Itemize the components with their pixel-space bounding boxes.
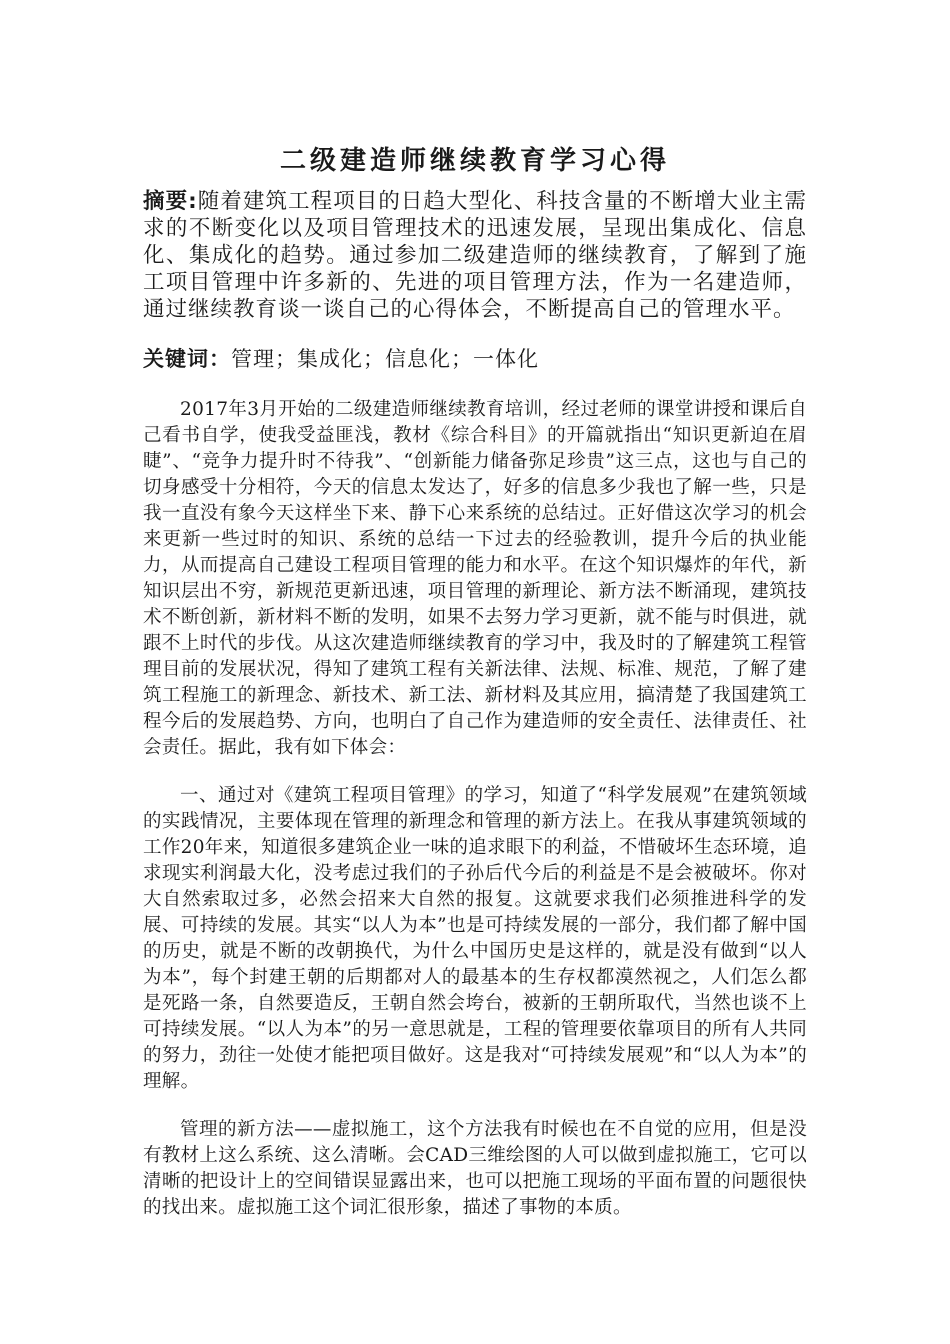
abstract-section	[143, 188, 807, 323]
keywords-section	[143, 346, 807, 373]
document-title: 二级建造师继续教育学习心得	[279, 146, 670, 176]
body-paragraph: 2017年3月开始的二级建造师继续教育培训，经过老师的课堂讲授和课后自己看书自学，使我受益匪浅，教材《综合科目》的开篇就指出“知识更新迫在眉睫”、“竞争力提升时不待我”、“创新能力储备弥足珍贵”这三点，这也与自己的切身感受十分相符，今天的信息太发达了，好多的信息多少我也了解一些，只是我一直没有象今天这样坐下来、静下心来系统的总结过。正好借这次学习的机会来更新一些过时的知识、系统的总结一下过去的经验教训，提升今后的执业能力，从而提高自己建设工程项目管理的能力和水平。在这个知识爆炸的年代，新知识层出不穷，新规范更新迅速，项目管理的新理论、新方法不断涌现，建筑技术不断创新，新材料不断的发明，如果不去努力学习更新，就不能与时俱进，就跟不上时代的步伐。从这次建造师继续教育的学习中，我及时的了解建筑工程管理目前的发展状况，得知了建筑工程有关新法律、法规、标准、规范，了解了建筑工程施工的新理念、新技术、新工法、新材料及其应用，搞清楚了我国建筑工程今后的发展趋势、方向，也明白了自己作为建造师的安全责任、法律责任、社会责任。据此，我有如下体会：	[143, 398, 807, 758]
abstract-text: 随着建筑工程项目的日趋大型化、科技含量的不断增大业主需求的不断变化以及项目管理技术的迅速发展，呈现出集成化、信息化、集成化的趋势。通过参加二级建造师的继续教育，了解到了施工项目管理中许多新的、先进的项目管理方法，作为一名建造师，通过继续教育谈一谈自己的心得体会，不断提高自己的管理水平。	[143, 189, 807, 322]
keywords-text: 管理；集成化；信息化；一体化	[231, 347, 539, 371]
body-paragraph: 管理的新方法——虚拟施工，这个方法我有时候也在不自觉的应用，但是没有教材上这么系统、这么清晰。会CAD三维绘图的人可以做到虚拟施工，它可以清晰的把设计上的空间错误显露出来，也可以把施工现场的平面布置的问题很快的找出来。虚拟施工这个词汇很形象，描述了事物的本质。	[143, 1118, 807, 1218]
abstract-label: 摘要:	[143, 189, 198, 214]
body-paragraph: 一、通过对《建筑工程项目管理》的学习，知道了“科学发展观”在建筑领域的实践情况，主要体现在管理的新理念和管理的新方法上。在我从事建筑领域的工作20年来，知道很多建筑企业一味的追求眼下的利益，不惜破坏生态环境，追求现实利润最大化，没考虑过我们的子孙后代今后的利益是不是会被破坏。你对大自然索取过多，必然会招来大自然的报复。这就要求我们必须推进科学的发展、可持续的发展。其实“以人为本”也是可持续发展的一部分，我们都了解中国的历史，就是不断的改朝换代，为什么中国历史是这样的，就是没有做到“以人为本”，每个封建王朝的后期都对人的最基本的生存权都漠然视之，人们怎么都是死路一条，自然要造反，王朝自然会垮台，被新的王朝所取代，当然也谈不上可持续发展。“以人为本”的另一意思就是，工程的管理要依靠项目的所有人共同的努力，劲往一处使才能把项目做好。这是我对“可持续发展观”和“以人为本”的理解。	[143, 784, 807, 1092]
keywords-label: 关键词：	[143, 347, 231, 371]
